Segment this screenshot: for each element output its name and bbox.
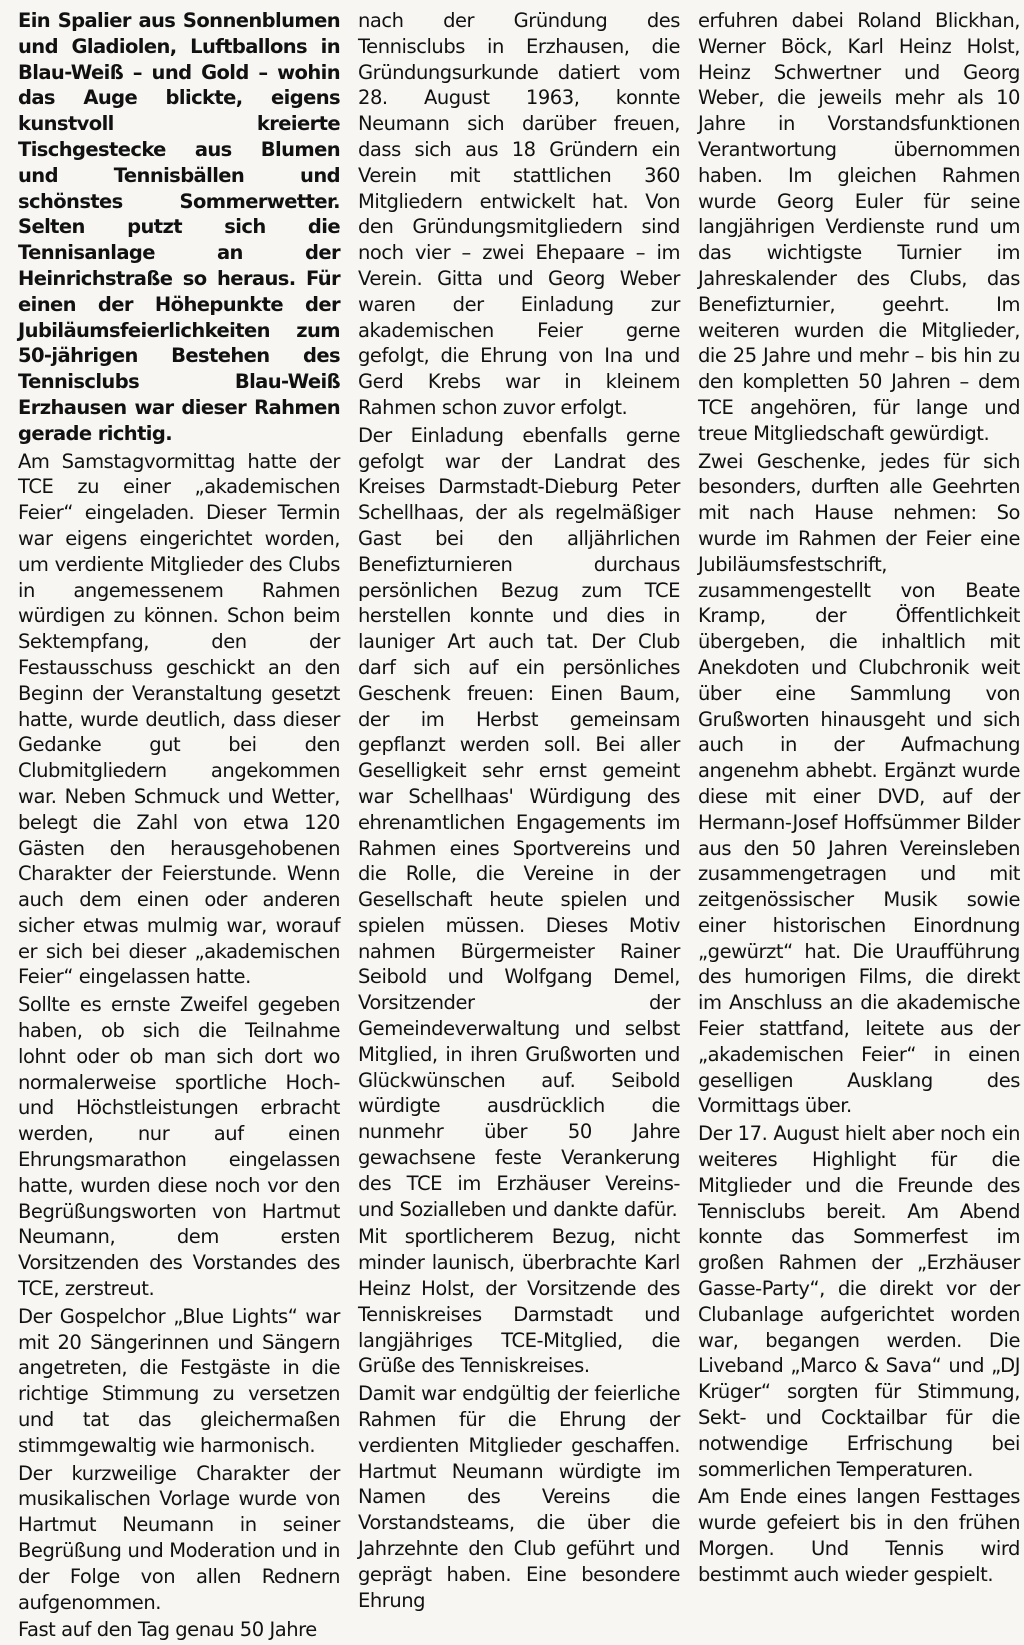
column-1 — [18, 8, 340, 1645]
paragraph: Der kurzweilige Charakter der musikalischen Vorlage wurde von Hartmut Neumann in seiner Begrüßung und Moderation und in der Folge von allen Rednern aufgenommen. — [18, 1461, 340, 1614]
paragraph: erfuhren dabei Roland Blickhan, Werner Böck, Karl Heinz Holst, Heinz Schwertner und Georg Weber, die jeweils mehr als 10 Jahre in Vorstandsfunktionen Verantwortung übernommen haben. Im gleichen Rahmen wurde Georg Euler für seine langjährigen Verdienste rund um das wichtigste Turnier im Jahreskalender des Clubs, das Benefizturnier, geehrt. Im weiteren wurden die Mitglieder, die 25 Jahre und mehr – bis hin zu den kompletten 50 Jahren – dem TCE angehören, für lange und treue Mitgliedschaft gewürdigt. — [698, 9, 1020, 445]
paragraph: Am Ende eines langen Festtages wurde gefeiert bis in den frühen Morgen. Und Tennis wird bestimmt auch wieder gespielt. — [698, 1485, 1020, 1586]
paragraph: Am Samstagvormittag hatte der TCE zu einer „akademischen Feier“ eingeladen. Dieser Termin war eigens eingerichtet worden, um verdiente Mitglieder des Clubs in angemessenem Rahmen würdigen zu können. Schon beim Sektempfang, den der Festausschuss geschickt an den Beginn der Veranstaltung gesetzt hatte, wurde deutlich, dass dieser Gedanke gut bei den Clubmitgliedern angekommen war. Neben Schmuck und Wetter, belegt die Zahl von etwa 120 Gästen den herausgehobenen Charakter der Feierstunde. Wenn auch dem einen oder anderen sicher etwas mulmig war, worauf er sich bei dieser „akademischen Feier“ eingelassen hatte. — [18, 449, 340, 989]
article-columns — [18, 8, 1020, 1645]
paragraph: Der Gospelchor „Blue Lights“ war mit 20 Sängerinnen und Sängern angetreten, die Festgäste in die richtige Stimmung zu versetzen und tat das gleichermaßen stimmgewaltig wie harmonisch. — [18, 1304, 340, 1457]
paragraph: Der Einladung ebenfalls gerne gefolgt war der Landrat des Kreises Darmstadt-Dieburg Peter Schellhaas, der als regelmäßiger Gast bei den alljährlichen Benefizturnieren durchaus persönlichen Bezug zum TCE herstellen konnte und dies in launiger Art auch tat. Der Club darf sich auf ein persönliches Geschenk freuen: Einen Baum, der im Herbst gemeinsam gepflanzt werden soll. Bei aller Geselligkeit sehr ernst gemeint war Schellhaas' Würdigung des ehrenamtlichen Engagements im Rahmen eines Sportvereins und die Rolle, die Vereine in der Gesellschaft heute spielen und spielen müssen. Dieses Motiv nahmen Bürgermeister Rainer Seibold und Wolfgang Demel, Vorsitzender der Gemeindeverwaltung und selbst Mitglied, in ihren Grußworten und Glückwünschen auf. Seibold würdigte ausdrücklich die nunmehr über 50 Jahre gewachsene feste Verankerung des TCE im Erzhäuser Vereins- und Sozialleben und dankte dafür. — [358, 423, 680, 1221]
paragraph: Damit war endgültig der feierliche Rahmen für die Ehrung der verdienten Mitglieder geschaffen. Hartmut Neumann würdigte im Namen des Vereins die Vorstandsteams, die über die Jahrzehnte den Club geführt und geprägt haben. Eine besondere Ehrung — [358, 1382, 680, 1612]
paragraph: Der 17. August hielt aber noch ein weiteres Highlight für die Mitglieder und die Freunde des Tennisclubs bereit. Am Abend konnte das Sommerfest im großen Rahmen der „Erzhäuser Gasse-Party“, die direkt vor der Clubanlage aufgerichtet worden war, begangen werden. Die Liveband „Marco & Sava“ und „DJ Krüger“ sorgten für Stimmung, Sekt- und Cocktailbar für die notwendige Erfrischung bei sommerlichen Temperaturen. — [698, 1122, 1020, 1481]
column-2 — [358, 8, 680, 1645]
column-3 — [698, 8, 1020, 1645]
paragraph: Fast auf den Tag genau 50 Jahre — [18, 1618, 317, 1642]
paragraph: Mit sportlicherem Bezug, nicht minder launisch, überbrachte Karl Heinz Holst, der Vorsitzende des Tenniskreises Darmstadt und langjähriges TCE-Mitglied, die Grüße des Tenniskreises. — [358, 1225, 680, 1378]
paragraph: Zwei Geschenke, jedes für sich besonders, durften alle Geehrten mit nach Hause nehmen: So wurde im Rahmen der Feier eine Jubiläumsfestschrift, zusammengestellt von Beate Kramp, der Öffentlichkeit übergeben, die inhaltlich mit Anekdoten und Clubchronik weit über eine Sammlung von Grußworten hinausgeht und sich auch in der Aufmachung angenehm abhebt. Ergänzt wurde diese mit einer DVD, auf der Hermann-Josef Hoffsümmer Bilder aus den 50 Jahren Vereinsleben zusammengetragen und mit zeitgenössischer Musik sowie einer historischen Einordnung „gewürzt“ hat. Die Uraufführung des humorigen Films, die direkt im Anschluss an die akademische Feier stattfand, leitete aus der „akademischen Feier“ in einen geselligen Ausklang des Vormittags über. — [698, 449, 1020, 1118]
paragraph: nach der Gründung des Tennisclubs in Erzhausen, die Gründungsurkunde datiert vom 28. August 1963, konnte Neumann sich darüber freuen, dass sich aus 18 Gründern ein Verein mit stattlichen 360 Mitgliedern entwickelt hat. Von den Gründungsmitgliedern sind noch vier – zwei Ehepaare – im Verein. Gitta und Georg Weber waren der Einladung zur akademischen Feier gerne gefolgt, die Ehrung von Ina und Gerd Krebs war in kleinem Rahmen schon zuvor erfolgt. — [358, 9, 680, 419]
paragraph: Sollte es ernste Zweifel gegeben haben, ob sich die Teilnahme lohnt oder ob man sich dort wo normalerweise sportliche Hoch- und Höchstleistungen erbracht werden, nur auf einen Ehrungsmarathon eingelassen hatte, wurden diese noch vor den Begrüßungsworten von Hartmut Neumann, dem ersten Vorsitzenden des Vorstandes des TCE, zerstreut. — [18, 993, 340, 1301]
lead-paragraph: Ein Spalier aus Sonnenblumen und Gladiolen, Luftballons in Blau-Weiß – und Gold – wohin das Auge blickte, eigens kunstvoll kreierte Tischgestecke aus Blumen und Tennisbällen und schönstes Sommerwetter. Selten putzt sich die Tennisanlage an der Heinrichstraße so heraus. Für einen der Höhepunkte der Jubiläumsfeierlichkeiten zum 50-jährigen Bestehen des Tennisclubs Blau-Weiß Erzhausen war dieser Rahmen gerade richtig. — [18, 9, 340, 445]
